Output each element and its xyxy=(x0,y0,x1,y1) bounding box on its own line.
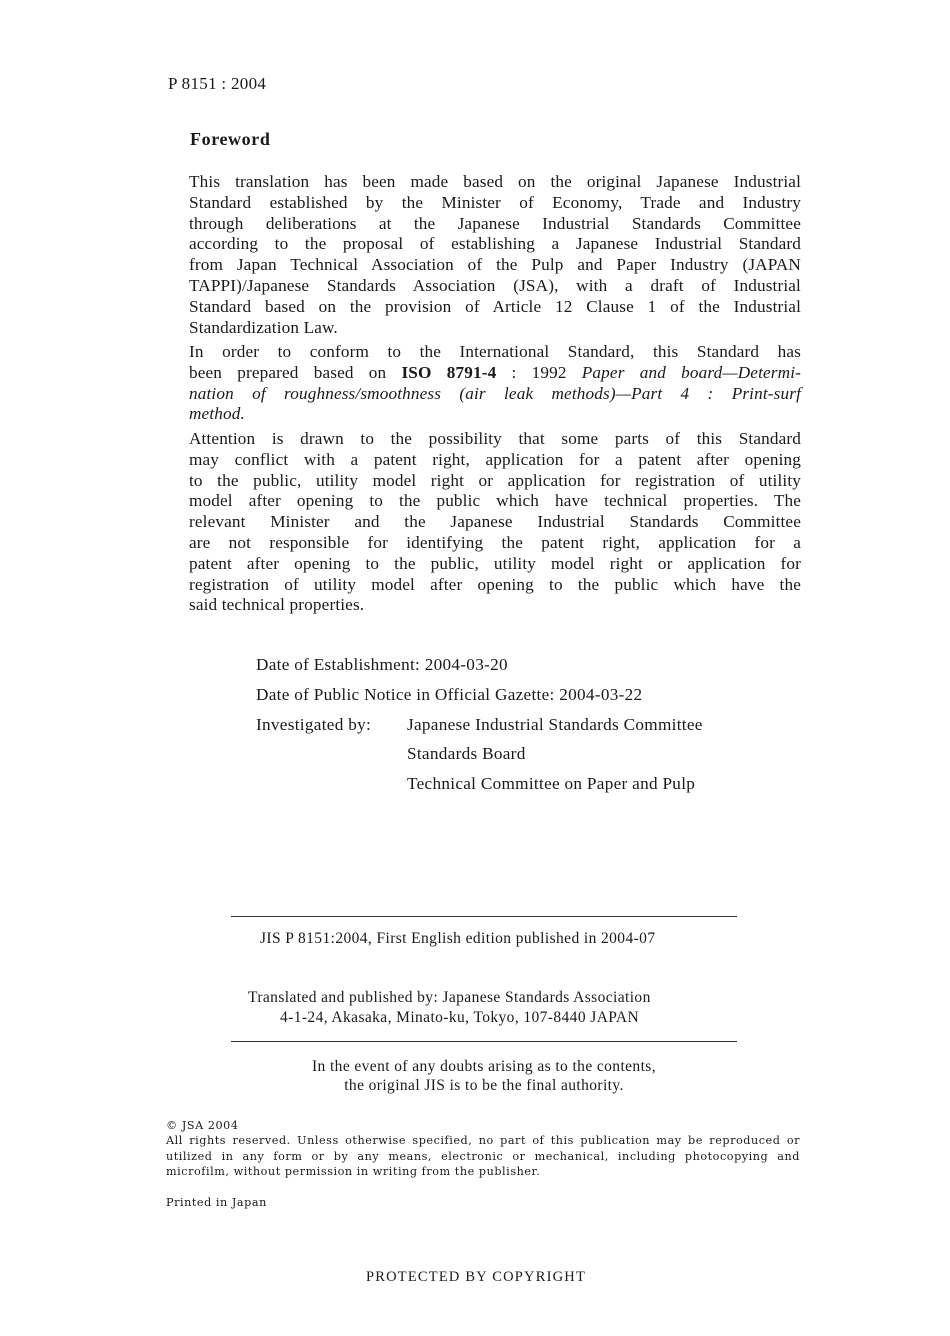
rights-line: All rights reserved. Unless otherwise specified, no part of this publication may be reproduced or xyxy=(166,1134,800,1147)
paragraph-line: This translation has been made based on the original Japanese Industrial xyxy=(189,172,801,191)
copyright-notice: © JSA 2004 xyxy=(166,1119,239,1132)
foreword-paragraph-iso-conformance xyxy=(189,342,801,425)
iso-title-part: Paper and board—Determi- xyxy=(581,362,801,382)
foreword-paragraph-patent-notice xyxy=(189,429,801,616)
edition-info: JIS P 8151:2004, First English edition published in 2004-07 xyxy=(260,930,656,947)
paragraph-line: Standardization Law. xyxy=(189,317,338,337)
paragraph-line: TAPPI)/Japanese Standards Association (JSA), with a draft of Industrial xyxy=(189,275,801,295)
paragraph-line: from Japan Technical Association of the Pulp and Paper Industry (JAPAN xyxy=(189,255,801,275)
foreword-heading: Foreword xyxy=(190,129,271,149)
paragraph-line: Attention is drawn to the possibility that some parts of this Standard xyxy=(189,429,801,448)
paragraph-line: said technical properties. xyxy=(189,595,365,615)
foreword-paragraph-translation xyxy=(189,172,801,338)
investigated-by-label: Investigated by: xyxy=(256,715,372,734)
paragraph-line: according to the proposal of establishing a Japanese Industrial Standard xyxy=(189,234,801,254)
paragraph-line: patent after opening to the public, utility model right or application for xyxy=(189,553,801,573)
paragraph-line: through deliberations at the Japanese Industrial Standards Committee xyxy=(189,213,801,233)
paragraph-line: Standard based on the provision of Article 12 Clause 1 of the Industrial xyxy=(189,296,801,316)
translated-by: Translated and published by: Japanese Standards Association xyxy=(248,989,651,1006)
line-prefix: been prepared based on xyxy=(189,362,402,382)
paragraph-line: relevant Minister and the Japanese Industrial Standards Committee xyxy=(189,512,801,532)
investigated-by-technical-committee: Technical Committee on Paper and Pulp xyxy=(407,774,696,793)
authority-notice xyxy=(231,1057,737,1095)
page-header-doc-number: P 8151 : 2004 xyxy=(168,74,267,93)
authority-line: the original JIS is to be the final authority. xyxy=(344,1077,624,1094)
date-of-establishment: Date of Establishment: 2004-03-20 xyxy=(256,655,508,674)
divider-bottom xyxy=(231,1041,737,1042)
paragraph-line: to the public, utility model right or application for registration of utility xyxy=(189,470,801,490)
paragraph-line xyxy=(189,384,801,405)
paragraph-line xyxy=(189,404,801,425)
paragraph-line: Standard established by the Minister of Economy, Trade and Industry xyxy=(189,192,801,212)
iso-reference-year: : 1992 xyxy=(496,362,582,382)
investigated-by-committee: Japanese Industrial Standards Committee xyxy=(407,715,703,734)
printed-in: Printed in Japan xyxy=(166,1196,267,1209)
paragraph-line: are not responsible for identifying the patent right, application for a xyxy=(189,532,801,552)
paragraph-line xyxy=(189,363,801,384)
rights-line: microfilm, without permission in writing from the publisher. xyxy=(166,1165,541,1178)
paragraph-line: In order to conform to the International Standard, this Standard has xyxy=(189,342,801,361)
iso-title-part: nation of roughness/smoothness (air leak methods)—Part 4 : Print-surf xyxy=(189,383,801,403)
authority-line: In the event of any doubts arising as to the contents, xyxy=(311,1058,656,1075)
iso-title-part: method. xyxy=(189,404,245,424)
investigated-by-board: Standards Board xyxy=(407,744,526,763)
rights-line: utilized in any form or by any means, electronic or mechanical, including photocopying and xyxy=(166,1149,800,1163)
rights-reserved-notice xyxy=(166,1133,800,1180)
divider-top xyxy=(231,916,737,917)
iso-reference-number: ISO 8791-4 xyxy=(401,362,497,382)
paragraph-line: model after opening to the public which have technical properties. The xyxy=(189,491,801,511)
protected-by-copyright-footer: PROTECTED BY COPYRIGHT xyxy=(366,1269,587,1285)
paragraph-line: may conflict with a patent right, application for a patent after opening xyxy=(189,449,801,469)
paragraph-line: registration of utility model after opening to the public which have the xyxy=(189,574,801,594)
date-of-public-notice: Date of Public Notice in Official Gazette: 2004-03-22 xyxy=(256,685,643,704)
publisher-address: 4-1-24, Akasaka, Minato-ku, Tokyo, 107-8440 JAPAN xyxy=(280,1009,640,1026)
